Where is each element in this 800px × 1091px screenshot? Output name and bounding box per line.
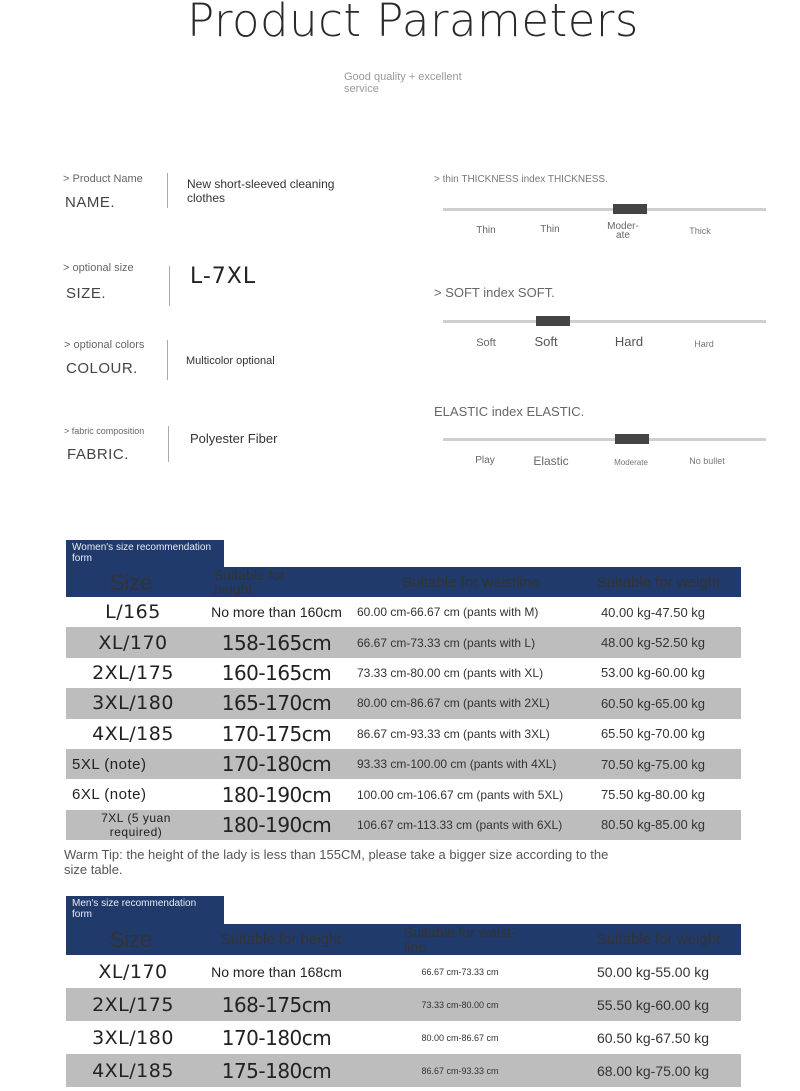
waist-cell: 86.67 cm-93.33 cm bbox=[421, 1065, 499, 1076]
size-cell: 6XL (note) bbox=[72, 786, 147, 804]
height-cell: No more than 160cm bbox=[211, 604, 342, 621]
table-row bbox=[66, 627, 741, 657]
table-row bbox=[66, 779, 741, 809]
height-cell: 180-190cm bbox=[221, 782, 332, 807]
waist-cell: 80.00 cm-86.67 cm bbox=[421, 1032, 499, 1043]
header-height: Suitable for height bbox=[220, 931, 342, 948]
waist-cell: 60.00 cm-66.67 cm (pants with M) bbox=[357, 605, 539, 620]
scale-tick: No bullet bbox=[689, 456, 725, 466]
scale-track bbox=[443, 320, 766, 323]
weight-cell: 60.50 kg-65.00 kg bbox=[600, 695, 706, 711]
women-table-header bbox=[66, 567, 741, 597]
param-key: FABRIC. bbox=[67, 446, 129, 463]
height-cell: 168-175cm bbox=[221, 992, 332, 1017]
table-row bbox=[66, 597, 741, 627]
weight-cell: 65.50 kg-70.00 kg bbox=[600, 726, 706, 742]
scale-tick: Elastic bbox=[533, 454, 569, 468]
table-row bbox=[66, 988, 741, 1021]
header-weight: Suitable for weight bbox=[596, 931, 721, 948]
scale-thumb bbox=[613, 204, 647, 214]
weight-cell: 55.50 kg-60.00 kg bbox=[596, 996, 710, 1013]
scale-thumb bbox=[536, 316, 570, 326]
page-subtitle: Good quality + excellent service bbox=[344, 71, 462, 95]
size-cell: 4XL/185 bbox=[92, 722, 174, 745]
scale-tick: Thick bbox=[689, 226, 711, 236]
weight-cell: 60.50 kg-67.50 kg bbox=[596, 1029, 710, 1046]
param-label: > optional colors bbox=[64, 339, 145, 351]
header-height: Suitable for height bbox=[214, 567, 285, 597]
header-size: Size bbox=[109, 569, 153, 595]
waist-cell: 73.33 cm-80.00 cm (pants with XL) bbox=[357, 665, 544, 680]
scale-tick: Soft bbox=[476, 337, 496, 349]
param-key: COLOUR. bbox=[66, 360, 138, 377]
table-row bbox=[66, 1021, 741, 1054]
size-cell: XL/170 bbox=[98, 960, 168, 983]
divider bbox=[167, 173, 168, 208]
scale-track bbox=[443, 208, 766, 211]
param-value: L-7XL bbox=[190, 264, 257, 289]
scale-tick: Hard bbox=[694, 339, 714, 349]
header-waist: Suitable for waistline bbox=[402, 573, 540, 591]
height-cell: 160-165cm bbox=[221, 660, 332, 685]
scale-title: > thin THICKNESS index THICKNESS. bbox=[434, 174, 608, 185]
scale-title: > SOFT index SOFT. bbox=[434, 285, 555, 300]
divider bbox=[169, 266, 170, 306]
scale-thumb bbox=[615, 434, 649, 444]
waist-cell: 93.33 cm-100.00 cm (pants with 4XL) bbox=[357, 757, 557, 772]
waist-cell: 66.67 cm-73.33 cm (pants with L) bbox=[357, 635, 536, 650]
weight-cell: 70.50 kg-75.00 kg bbox=[600, 756, 706, 772]
header-weight: Suitable for weight bbox=[596, 573, 721, 591]
height-cell: 170-180cm bbox=[221, 1025, 332, 1050]
param-value: Multicolor optional bbox=[186, 355, 275, 367]
scale-track bbox=[443, 438, 766, 441]
warm-tip: Warm Tip: the height of the lady is less than 155CM, please take a bigger size according to the size table. bbox=[64, 847, 609, 877]
size-cell: 4XL/185 bbox=[92, 1059, 174, 1082]
param-value: New short-sleeved cleaning clothes bbox=[187, 177, 335, 205]
size-cell: L/165 bbox=[105, 601, 161, 624]
scale-title: ELASTIC index ELASTIC. bbox=[434, 404, 585, 419]
height-cell: 165-170cm bbox=[221, 691, 332, 716]
scale-tick: Thin bbox=[476, 225, 496, 236]
height-cell: 175-180cm bbox=[221, 1058, 332, 1083]
weight-cell: 75.50 kg-80.00 kg bbox=[600, 787, 706, 803]
size-cell: 5XL (note) bbox=[72, 755, 147, 773]
header-size: Size bbox=[109, 927, 153, 952]
page-title: Product Parameters bbox=[187, 0, 639, 47]
waist-cell: 66.67 cm-73.33 cm bbox=[421, 966, 499, 977]
size-cell: 2XL/175 bbox=[92, 661, 174, 684]
waist-cell: 86.67 cm-93.33 cm (pants with 3XL) bbox=[357, 726, 550, 741]
param-value: Polyester Fiber bbox=[190, 431, 278, 446]
param-key: NAME. bbox=[65, 194, 116, 211]
waist-cell: 73.33 cm-80.00 cm bbox=[421, 999, 499, 1010]
scale-tick: Moderate bbox=[614, 458, 648, 467]
waist-cell: 80.00 cm-86.67 cm (pants with 2XL) bbox=[357, 696, 550, 711]
param-key: SIZE. bbox=[66, 285, 107, 302]
param-label: > optional size bbox=[63, 262, 134, 274]
height-cell: 180-190cm bbox=[221, 812, 332, 837]
scale-tick: Hard bbox=[614, 334, 644, 349]
size-cell: 3XL/180 bbox=[92, 1026, 174, 1049]
header-waist: Suitable for waist-line bbox=[404, 923, 516, 955]
scale-tick: Soft bbox=[534, 334, 558, 349]
height-cell: 158-165cm bbox=[221, 630, 332, 655]
table-row bbox=[66, 955, 741, 988]
men-table-header bbox=[66, 924, 741, 955]
weight-cell: 40.00 kg-47.50 kg bbox=[600, 604, 706, 620]
size-cell: 2XL/175 bbox=[92, 993, 174, 1016]
param-label: > fabric composition bbox=[64, 426, 145, 436]
table-row bbox=[66, 749, 741, 779]
table-row bbox=[66, 719, 741, 749]
divider bbox=[167, 340, 168, 380]
table-row bbox=[66, 810, 741, 840]
size-cell: XL/170 bbox=[98, 631, 168, 654]
weight-cell: 53.00 kg-60.00 kg bbox=[600, 665, 706, 681]
women-table-tag: Women's size recommendation form bbox=[66, 540, 224, 568]
table-row bbox=[66, 688, 741, 718]
men-table-tag: Men's size recommendation form bbox=[66, 896, 224, 924]
scale-tick: Moder-ate bbox=[607, 221, 639, 241]
scale-tick: Play bbox=[475, 455, 495, 466]
weight-cell: 48.00 kg-52.50 kg bbox=[600, 635, 706, 651]
size-cell: 3XL/180 bbox=[92, 692, 174, 715]
table-row bbox=[66, 658, 741, 688]
weight-cell: 50.00 kg-55.00 kg bbox=[596, 963, 710, 980]
height-cell: No more than 168cm bbox=[211, 963, 342, 980]
param-label: > Product Name bbox=[63, 173, 143, 185]
waist-cell: 106.67 cm-113.33 cm (pants with 6XL) bbox=[357, 817, 563, 832]
height-cell: 170-175cm bbox=[221, 721, 332, 746]
size-cell: 7XL (5 yuan required) bbox=[101, 811, 171, 839]
weight-cell: 68.00 kg-75.00 kg bbox=[596, 1062, 710, 1079]
height-cell: 170-180cm bbox=[221, 752, 332, 777]
table-row bbox=[66, 1054, 741, 1087]
divider bbox=[168, 426, 169, 462]
waist-cell: 100.00 cm-106.67 cm (pants with 5XL) bbox=[357, 787, 564, 802]
weight-cell: 80.50 kg-85.00 kg bbox=[600, 817, 706, 833]
scale-tick: Thin bbox=[540, 224, 560, 235]
